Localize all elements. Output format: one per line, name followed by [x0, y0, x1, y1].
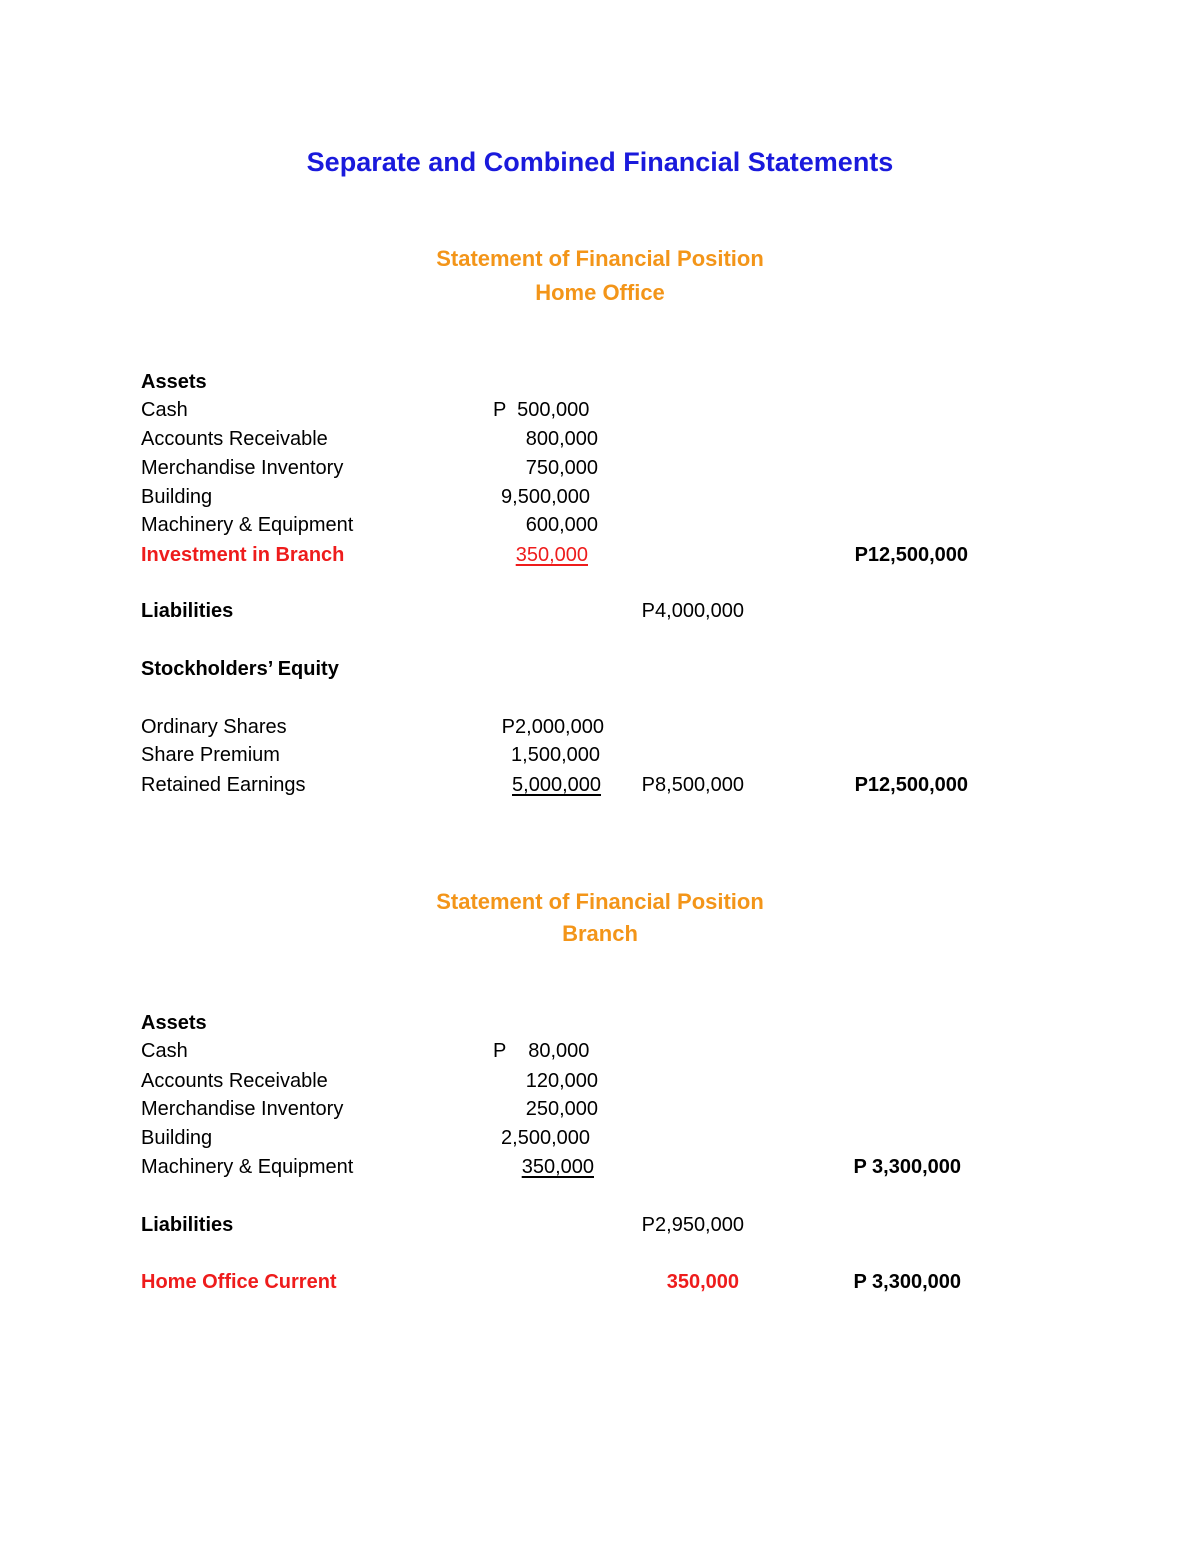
home-office-asset-label: Building — [141, 486, 213, 508]
home-office-current-label: Home Office Current — [141, 1271, 337, 1293]
investment-in-branch-amount: 350,000 — [515, 544, 588, 566]
branch-asset-amount-text: P 80,000 — [493, 1040, 590, 1062]
equity-item-label: Share Premium — [141, 744, 280, 766]
investment-in-branch-label: Investment in Branch — [141, 544, 345, 566]
home-office-total-equity: P8,500,000 — [641, 774, 744, 796]
home-office-asset-label: Accounts Receivable — [141, 428, 328, 450]
home-office-liabilities-amount: P4,000,000 — [641, 600, 744, 622]
home-office-liabilities-label: Liabilities — [141, 600, 234, 622]
home-office-assets-label: Assets — [141, 371, 207, 393]
stockholders-equity-label: Stockholders’ Equity — [141, 658, 339, 680]
home-office-total-liabilities-equity: P12,500,000 — [854, 774, 968, 796]
branch-total-liabilities-equity: P 3,300,000 — [853, 1271, 961, 1293]
equity-item-label: Ordinary Shares — [141, 716, 287, 738]
branch-liabilities-amount: P2,950,000 — [641, 1214, 744, 1236]
branch-asset-amount: 350,000 — [521, 1156, 594, 1178]
equity-item-amount: P2,000,000 — [501, 716, 604, 738]
branch-asset-label: Machinery & Equipment — [141, 1156, 354, 1178]
home-office-asset-amount: 600,000 — [525, 514, 598, 536]
branch-subheading: Branch — [562, 921, 638, 946]
equity-item-amount: 1,500,000 — [511, 744, 600, 766]
branch-heading: Statement of Financial Position — [436, 889, 764, 914]
home-office-asset-amount: 750,000 — [525, 457, 598, 479]
home-office-asset-amount: 9,500,000 — [501, 486, 590, 508]
equity-item-amount: 5,000,000 — [512, 774, 601, 796]
branch-asset-amount: 2,500,000 — [501, 1127, 590, 1149]
home-office-asset-label: Cash — [141, 399, 188, 421]
branch-asset-label: Accounts Receivable — [141, 1070, 328, 1092]
home-office-subheading: Home Office — [535, 280, 665, 305]
document-title: Separate and Combined Financial Statements — [306, 147, 894, 177]
branch-total-assets: P 3,300,000 — [853, 1156, 961, 1178]
branch-asset-amount — [493, 1037, 589, 1065]
branch-asset-label: Cash — [141, 1040, 188, 1062]
home-office-total-assets: P12,500,000 — [854, 544, 968, 566]
home-office-asset-amount: 800,000 — [525, 428, 598, 450]
branch-asset-label: Merchandise Inventory — [141, 1098, 344, 1120]
home-office-asset-amount — [493, 396, 589, 424]
home-office-heading: Statement of Financial Position — [436, 246, 764, 271]
branch-assets-label: Assets — [141, 1012, 207, 1034]
equity-item-label: Retained Earnings — [141, 774, 306, 796]
branch-asset-amount: 120,000 — [525, 1070, 598, 1092]
home-office-asset-amount-text: P 500,000 — [493, 399, 590, 421]
branch-asset-label: Building — [141, 1127, 213, 1149]
home-office-asset-label: Merchandise Inventory — [141, 457, 344, 479]
branch-liabilities-label: Liabilities — [141, 1214, 234, 1236]
home-office-asset-label: Machinery & Equipment — [141, 514, 354, 536]
home-office-current-amount: 350,000 — [666, 1271, 739, 1293]
branch-asset-amount: 250,000 — [525, 1098, 598, 1120]
